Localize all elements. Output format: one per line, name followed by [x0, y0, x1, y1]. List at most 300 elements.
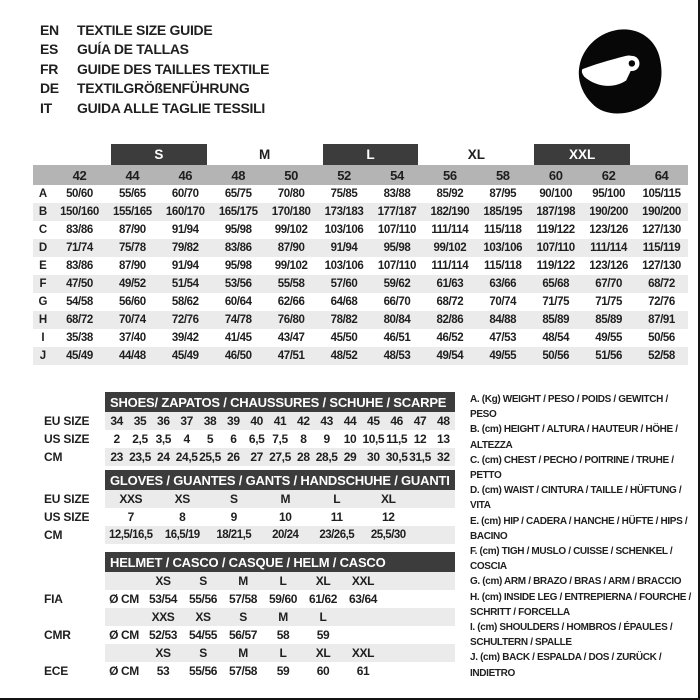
glove-eu-size: XS — [174, 492, 190, 506]
helmet-size-value: 59 — [276, 664, 290, 678]
gloves-eu-size-label: EU SIZE — [44, 492, 90, 506]
size-number: 54 — [390, 167, 404, 183]
measurement-value: 53/56 — [224, 278, 252, 290]
legend-item-i: I. (cm) SHOULDERS / HOMBROS / ÉPAULES / SCHULTERN / SPALLE — [470, 622, 673, 649]
measurement-value: 91/94 — [330, 242, 358, 254]
shoes-cm-row — [105, 448, 455, 466]
size-number: 48 — [231, 167, 246, 183]
helmet-size-value: 55/56 — [188, 664, 218, 678]
size-band-l: L — [323, 144, 419, 165]
size-band-s: S — [111, 144, 207, 165]
measurement-row-e — [33, 257, 688, 275]
measurement-value: 185/195 — [483, 206, 523, 218]
measurement-value: 75/85 — [330, 188, 358, 200]
gloves-us-row — [105, 508, 455, 526]
measurement-value: 79/82 — [171, 242, 199, 254]
shoe-cm-size: 23,5 — [129, 450, 151, 464]
shoes-us-size-label: US SIZE — [44, 432, 90, 446]
shoe-cm-size: 27 — [250, 450, 263, 464]
measurement-value: 46/52 — [436, 332, 464, 344]
legend-item-j: J. (cm) BACK / ESPALDA / DOS / ZURÜCK / INDIETRO — [470, 652, 662, 679]
glove-eu-size: XL — [380, 492, 396, 506]
language-code: ES — [40, 41, 59, 58]
language-title: TEXTILGRÖßENFÜHRUNG — [77, 80, 250, 97]
measurement-value: 87/90 — [118, 224, 146, 236]
measurement-value: 83/88 — [383, 188, 411, 200]
measurement-value: 41/45 — [224, 332, 252, 344]
measurement-value: 45/49 — [66, 350, 93, 362]
legend-item-f: F. (cm) TIGH / MUSLO / CUISSE / SCHENKEL / COSCIA — [470, 546, 673, 573]
measurement-value: 91/94 — [171, 224, 199, 236]
measurement-value: 71/75 — [542, 296, 570, 308]
diameter-unit-cell: Ø CM — [109, 664, 139, 678]
shoe-us-size: 10,5 — [362, 432, 385, 446]
measurement-value: 50/60 — [66, 188, 93, 200]
helmet-size-value: 61 — [356, 664, 370, 678]
textile-size-table — [33, 144, 688, 365]
helmet-size-value: 57/58 — [228, 664, 258, 678]
measurement-value: 49/52 — [118, 278, 146, 290]
measurement-value: 57/60 — [330, 278, 358, 290]
measurement-value: 48/53 — [383, 350, 411, 362]
measurement-value: 46/50 — [224, 350, 252, 362]
measurement-row-b — [33, 203, 688, 221]
helmet-size-value: 53 — [156, 664, 170, 678]
row-letter: G — [38, 296, 48, 308]
shoe-eu-size: 40 — [250, 414, 263, 428]
gloves-eu-row — [105, 490, 455, 508]
size-band-row — [33, 144, 688, 165]
measurement-value: 68/72 — [436, 296, 464, 308]
measurement-value: 49/55 — [595, 332, 622, 344]
measurement-value: 111/114 — [431, 224, 469, 236]
legend-item-d: D. (cm) WAIST / CINTURA / TAILLE / HÜFTUNG / VITA — [470, 485, 682, 512]
helmet-size-label: S — [239, 610, 247, 624]
helmet-size-label: M — [278, 610, 288, 624]
size-number-row — [33, 165, 688, 185]
legend-item-b: B. (cm) HEIGHT / ALTURA / HAUTEUR / HÖHE / ALTEZZA — [470, 424, 678, 451]
measurement-value: 85/92 — [436, 188, 464, 200]
shoe-eu-size: 48 — [437, 414, 450, 428]
measurement-value: 160/170 — [165, 206, 205, 218]
measurement-value: 103/106 — [324, 260, 364, 272]
measurement-value: 55/58 — [277, 278, 305, 290]
shoes-section-header: SHOES/ ZAPATOS / CHAUSSURES / SCHUHE / SCARPE — [105, 392, 455, 412]
shoe-us-size: 13 — [437, 432, 450, 446]
measurement-value: 95/98 — [383, 242, 411, 254]
measurement-value: 95/98 — [224, 224, 252, 236]
helmet-size-label: XS — [195, 610, 211, 624]
measurement-value: 47/51 — [277, 350, 305, 362]
helmet-size-label: XXL — [351, 574, 375, 588]
helmet-size-value: 55/56 — [188, 592, 218, 606]
language-title: GUIDA ALLE TAGLIE TESSILI — [77, 99, 265, 116]
measurement-value: 85/89 — [595, 314, 622, 326]
shoe-us-size: 9 — [323, 432, 330, 446]
measurement-value: 83/86 — [224, 242, 252, 254]
measurement-value: 76/80 — [277, 314, 305, 326]
measurement-value: 84/88 — [489, 314, 517, 326]
measurement-value: 65/68 — [542, 278, 570, 290]
measurement-value: 105/115 — [642, 188, 681, 200]
helmet-ece-values-row — [105, 662, 455, 680]
measurement-value: 111/114 — [590, 242, 628, 254]
measurement-value: 48/54 — [542, 332, 570, 344]
measurement-value: 72/76 — [648, 296, 675, 308]
measurement-value: 62/66 — [277, 296, 305, 308]
language-row-it — [40, 98, 269, 118]
measurement-value: 50/56 — [648, 332, 675, 344]
measurement-value: 115/119 — [642, 242, 681, 254]
glove-eu-size: M — [280, 492, 291, 506]
size-number: 62 — [601, 167, 616, 183]
measurement-value: 107/110 — [377, 260, 417, 272]
helmet-size-label: XXS — [151, 610, 175, 624]
glove-us-size: 8 — [179, 510, 186, 524]
size-number: 50 — [284, 167, 298, 183]
helmet-icon — [572, 20, 667, 124]
legend-item-h: H. (cm) INSIDE LEG / ENTREPIERNA / FOURCHE / SCHRITT / FORCELLA — [470, 591, 691, 618]
diameter-unit-cell: Ø CM — [109, 592, 139, 606]
measurement-value: 70/74 — [489, 296, 517, 308]
helmet-size-label: XL — [315, 646, 331, 660]
shoes-eu-size-label: EU SIZE — [44, 414, 90, 428]
row-letter: H — [38, 314, 48, 326]
measurement-value: 111/114 — [431, 260, 469, 272]
shoe-eu-size: 45 — [367, 414, 380, 428]
measurement-row-i — [33, 329, 688, 347]
helmet-size-label: XS — [155, 646, 171, 660]
measurement-value: 50/56 — [542, 350, 570, 362]
shoe-eu-size: 46 — [390, 414, 403, 428]
measurement-value: 43/47 — [277, 332, 305, 344]
measurement-value: 87/95 — [489, 188, 517, 200]
shoe-eu-size: 42 — [297, 414, 310, 428]
measurement-value: 71/74 — [66, 242, 93, 254]
row-letter: F — [39, 278, 47, 290]
size-band-xl: XL — [467, 147, 485, 162]
shoes-us-row — [105, 430, 455, 448]
shoes-cm-label: CM — [44, 450, 63, 464]
glove-us-size: 10 — [278, 510, 292, 524]
glove-eu-size: S — [229, 492, 238, 506]
language-title-block — [40, 20, 269, 118]
measurement-value: 119/122 — [536, 224, 575, 236]
helmet-cmr-sizes-row — [105, 608, 455, 626]
measurement-value: 70/74 — [118, 314, 146, 326]
fia-label: FIA — [44, 592, 63, 606]
language-title: GUÍA DE TALLAS — [77, 41, 189, 58]
glove-eu-size: XXS — [119, 492, 143, 506]
measurement-legend — [470, 392, 696, 681]
measurement-row-j — [33, 347, 688, 365]
language-title: GUIDE DES TAILLES TEXTILE — [77, 60, 270, 77]
helmet-cmr-values-row — [105, 626, 455, 644]
shoe-us-size: 12 — [413, 432, 427, 446]
measurement-value: 190/200 — [589, 206, 628, 218]
size-number: 46 — [178, 167, 193, 183]
measurement-value: 65/75 — [224, 188, 252, 200]
row-letter: E — [39, 260, 47, 272]
helmet-size-label: M — [238, 646, 248, 660]
language-code: IT — [40, 99, 52, 116]
measurement-value: 58/62 — [171, 296, 199, 308]
shoe-eu-size: 37 — [180, 414, 193, 428]
measurement-value: 177/187 — [377, 206, 417, 218]
measurement-value: 71/75 — [595, 296, 622, 308]
measurement-value: 51/54 — [171, 278, 199, 290]
measurement-value: 68/72 — [66, 314, 93, 326]
legend-item-c: C. (cm) CHEST / PECHO / POITRINE / TRUHE / PETTO — [470, 454, 674, 482]
helmet-size-label: S — [199, 574, 207, 588]
measurement-value: 95/100 — [592, 188, 625, 200]
helmet-size-value: 54/55 — [188, 628, 218, 642]
shoe-cm-size: 24,5 — [175, 450, 198, 464]
shoe-eu-size: 38 — [203, 414, 217, 428]
ece-label: ECE — [44, 664, 69, 678]
measurement-row-d — [33, 239, 688, 257]
measurement-value: 99/102 — [274, 224, 308, 236]
measurement-row-h — [33, 311, 688, 329]
measurement-value: 127/130 — [642, 260, 681, 272]
measurement-value: 47/50 — [66, 278, 93, 290]
shoe-us-size: 6,5 — [248, 432, 265, 446]
measurement-value: 170/180 — [271, 206, 311, 218]
measurement-value: 49/55 — [489, 350, 517, 362]
measurement-value: 39/42 — [171, 332, 199, 344]
language-row-en — [40, 20, 269, 40]
measurement-value: 103/106 — [483, 242, 523, 254]
language-row-de — [40, 79, 269, 99]
shoe-us-size: 11,5 — [386, 432, 408, 446]
measurement-value: 115/118 — [484, 260, 522, 272]
page-title: TEXTILE SIZE GUIDE — [77, 21, 213, 38]
measurement-value: 107/110 — [377, 224, 417, 236]
language-row-fr — [40, 59, 269, 79]
glove-cm-size: 16,5/19 — [164, 529, 200, 541]
measurement-value: 74/78 — [224, 314, 252, 326]
gloves-us-size-label: US SIZE — [44, 510, 90, 524]
measurement-value: 72/76 — [171, 314, 199, 326]
helmet-size-label: XL — [315, 574, 331, 588]
size-band-xxl: XXL — [534, 144, 630, 165]
row-letter: A — [38, 188, 48, 200]
measurement-value: 182/190 — [430, 206, 470, 218]
helmet-size-value: 53/54 — [148, 592, 178, 606]
measurement-value: 95/98 — [224, 260, 252, 272]
glove-us-size: 9 — [230, 510, 237, 524]
shoe-cm-size: 23 — [110, 450, 123, 464]
row-letter: D — [38, 242, 48, 254]
shoe-cm-size: 24 — [157, 450, 170, 464]
size-number: 58 — [495, 167, 510, 183]
shoe-us-size: 7,5 — [272, 432, 288, 446]
size-number: 64 — [654, 167, 669, 183]
measurement-row-f — [33, 275, 688, 293]
helmet-ece-sizes-row — [105, 644, 455, 662]
legend-item-g: G. (cm) ARM / BRAZO / BRAS / ARM / BRACCIO — [470, 576, 682, 588]
helmet-size-value: 59/60 — [268, 592, 298, 606]
measurement-value: 70/80 — [277, 188, 305, 200]
measurement-value: 46/51 — [383, 332, 411, 344]
helmet-size-label: L — [279, 574, 287, 588]
legend-item-e: E. (cm) HIP / CADERA / HANCHE / HÜFTE / HIPS / BACINO — [470, 515, 688, 542]
glove-cm-size: 20/24 — [272, 529, 299, 541]
gloves-cm-row — [105, 526, 455, 544]
shoe-cm-size: 30 — [367, 450, 380, 464]
measurement-value: 35/38 — [66, 332, 93, 344]
measurement-value: 83/86 — [66, 224, 93, 236]
measurement-value: 87/90 — [118, 260, 146, 272]
measurement-value: 75/78 — [118, 242, 146, 254]
helmet-size-value: 56/57 — [228, 628, 258, 642]
measurement-value: 150/160 — [60, 206, 99, 218]
measurement-value: 63/66 — [489, 278, 517, 290]
diameter-unit-cell: Ø CM — [109, 628, 139, 642]
shoe-cm-size: 27,5 — [269, 450, 291, 464]
measurement-value: 59/62 — [383, 278, 411, 290]
helmet-size-value: 52/53 — [148, 628, 178, 642]
helmet-size-label: M — [238, 574, 248, 588]
measurement-value: 54/58 — [66, 296, 93, 308]
cmr-label: CMR — [44, 628, 71, 642]
measurement-value: 87/91 — [648, 314, 675, 326]
measurement-value: 90/100 — [539, 188, 573, 200]
measurement-value: 91/94 — [171, 260, 199, 272]
size-number: 42 — [72, 167, 87, 183]
measurement-value: 60/64 — [224, 296, 252, 308]
row-letter: C — [38, 224, 48, 236]
legend-item-a: A. (Kg) WEIGHT / PESO / POIDS / GEWITCH / PESO — [470, 394, 668, 421]
helmet-size-label: L — [319, 610, 327, 624]
helmet-size-value: 59 — [316, 628, 330, 642]
shoe-eu-size: 44 — [343, 414, 357, 428]
helmet-fia-sizes-row — [105, 572, 455, 590]
helmet-size-label: XS — [155, 574, 171, 588]
measurement-value: 123/126 — [589, 224, 628, 236]
size-number: 52 — [337, 167, 351, 183]
measurement-value: 190/200 — [642, 206, 681, 218]
shoe-cm-size: 28 — [297, 450, 310, 464]
measurement-value: 83/86 — [66, 260, 93, 272]
shoe-us-size: 2 — [113, 432, 120, 446]
shoe-us-size: 8 — [300, 432, 307, 446]
measurement-value: 78/82 — [330, 314, 358, 326]
row-letter: B — [38, 206, 48, 218]
measurement-value: 80/84 — [383, 314, 411, 326]
measurement-value: 45/49 — [171, 350, 199, 362]
helmet-size-value: 60 — [316, 664, 330, 678]
measurement-value: 61/63 — [436, 278, 464, 290]
glove-us-size: 7 — [127, 510, 134, 524]
shoe-eu-size: 36 — [157, 414, 170, 428]
shoe-eu-size: 35 — [133, 414, 147, 428]
measurement-value: 47/53 — [489, 332, 517, 344]
measurement-row-a — [33, 185, 688, 203]
measurement-value: 85/89 — [542, 314, 570, 326]
glove-cm-size: 23/26,5 — [319, 529, 355, 541]
shoe-cm-size: 29 — [343, 450, 357, 464]
glove-cm-size: 18/21,5 — [216, 529, 252, 541]
measurement-value: 115/118 — [484, 224, 522, 236]
measurement-value: 103/106 — [324, 224, 364, 236]
glove-eu-size: L — [333, 492, 341, 506]
language-code: EN — [40, 21, 59, 38]
gloves-section-header: GLOVES / GUANTES / GANTS / HANDSCHUHE / GUANTI — [105, 470, 455, 490]
measurement-value: 68/72 — [648, 278, 675, 290]
measurement-value: 119/122 — [536, 260, 575, 272]
measurement-value: 107/110 — [536, 242, 575, 254]
shoe-us-size: 5 — [206, 432, 214, 446]
measurement-value: 123/126 — [589, 260, 628, 272]
row-letter: J — [39, 350, 47, 362]
gloves-cm-label: CM — [44, 528, 63, 542]
size-number: 60 — [548, 167, 563, 183]
shoe-eu-size: 43 — [320, 414, 333, 428]
measurement-value: 49/54 — [436, 350, 464, 362]
glove-us-size: 12 — [381, 510, 395, 524]
glove-cm-size: 25,5/30 — [370, 529, 406, 541]
measurement-value: 67/70 — [595, 278, 622, 290]
measurement-value: 55/65 — [118, 188, 146, 200]
shoe-cm-size: 32 — [437, 450, 450, 464]
measurement-value: 44/48 — [118, 350, 146, 362]
helmet-fia-values-row — [105, 590, 455, 608]
shoe-us-size: 2,5 — [132, 432, 148, 446]
measurement-value: 66/70 — [383, 296, 411, 308]
helmet-size-value: 57/58 — [228, 592, 258, 606]
helmet-size-label: S — [199, 646, 207, 660]
row-letter: I — [41, 332, 45, 344]
shoe-us-size: 3,5 — [155, 432, 172, 446]
size-number: 56 — [443, 167, 457, 183]
measurement-value: 173/183 — [324, 206, 364, 218]
helmet-size-value: 58 — [276, 628, 290, 642]
measurement-value: 37/40 — [118, 332, 146, 344]
shoe-cm-size: 30,5 — [385, 450, 408, 464]
shoe-eu-size: 41 — [273, 414, 287, 428]
helmet-size-value: 63/64 — [348, 592, 378, 606]
shoe-us-size: 4 — [183, 432, 190, 446]
language-code: DE — [40, 80, 59, 97]
shoe-cm-size: 28,5 — [315, 450, 338, 464]
measurement-value: 45/50 — [330, 332, 358, 344]
shoe-us-size: 10 — [343, 432, 357, 446]
measurement-row-g — [33, 293, 688, 311]
shoe-cm-size: 26 — [227, 450, 240, 464]
shoe-eu-size: 34 — [110, 414, 123, 428]
helmet-size-label: XXL — [351, 646, 375, 660]
measurement-value: 51/56 — [595, 350, 622, 362]
measurement-value: 82/86 — [436, 314, 464, 326]
measurement-value: 99/102 — [433, 242, 467, 254]
measurement-value: 56/60 — [118, 296, 146, 308]
measurement-value: 187/198 — [536, 206, 576, 218]
helmet-size-label: L — [279, 646, 287, 660]
shoe-cm-size: 25,5 — [199, 450, 221, 464]
measurement-row-c — [33, 221, 688, 239]
glove-cm-size: 12,5/16,5 — [109, 529, 153, 541]
measurement-value: 52/58 — [648, 350, 675, 362]
helmet-section-header: HELMET / CASCO / CASQUE / HELM / CASCO — [105, 552, 455, 572]
measurement-value: 64/68 — [330, 296, 358, 308]
size-number: 44 — [125, 167, 140, 183]
shoe-eu-size: 47 — [413, 414, 427, 428]
measurement-value: 99/102 — [274, 260, 308, 272]
glove-us-size: 11 — [330, 510, 343, 524]
shoe-us-size: 6 — [230, 432, 237, 446]
language-code: FR — [40, 60, 59, 77]
